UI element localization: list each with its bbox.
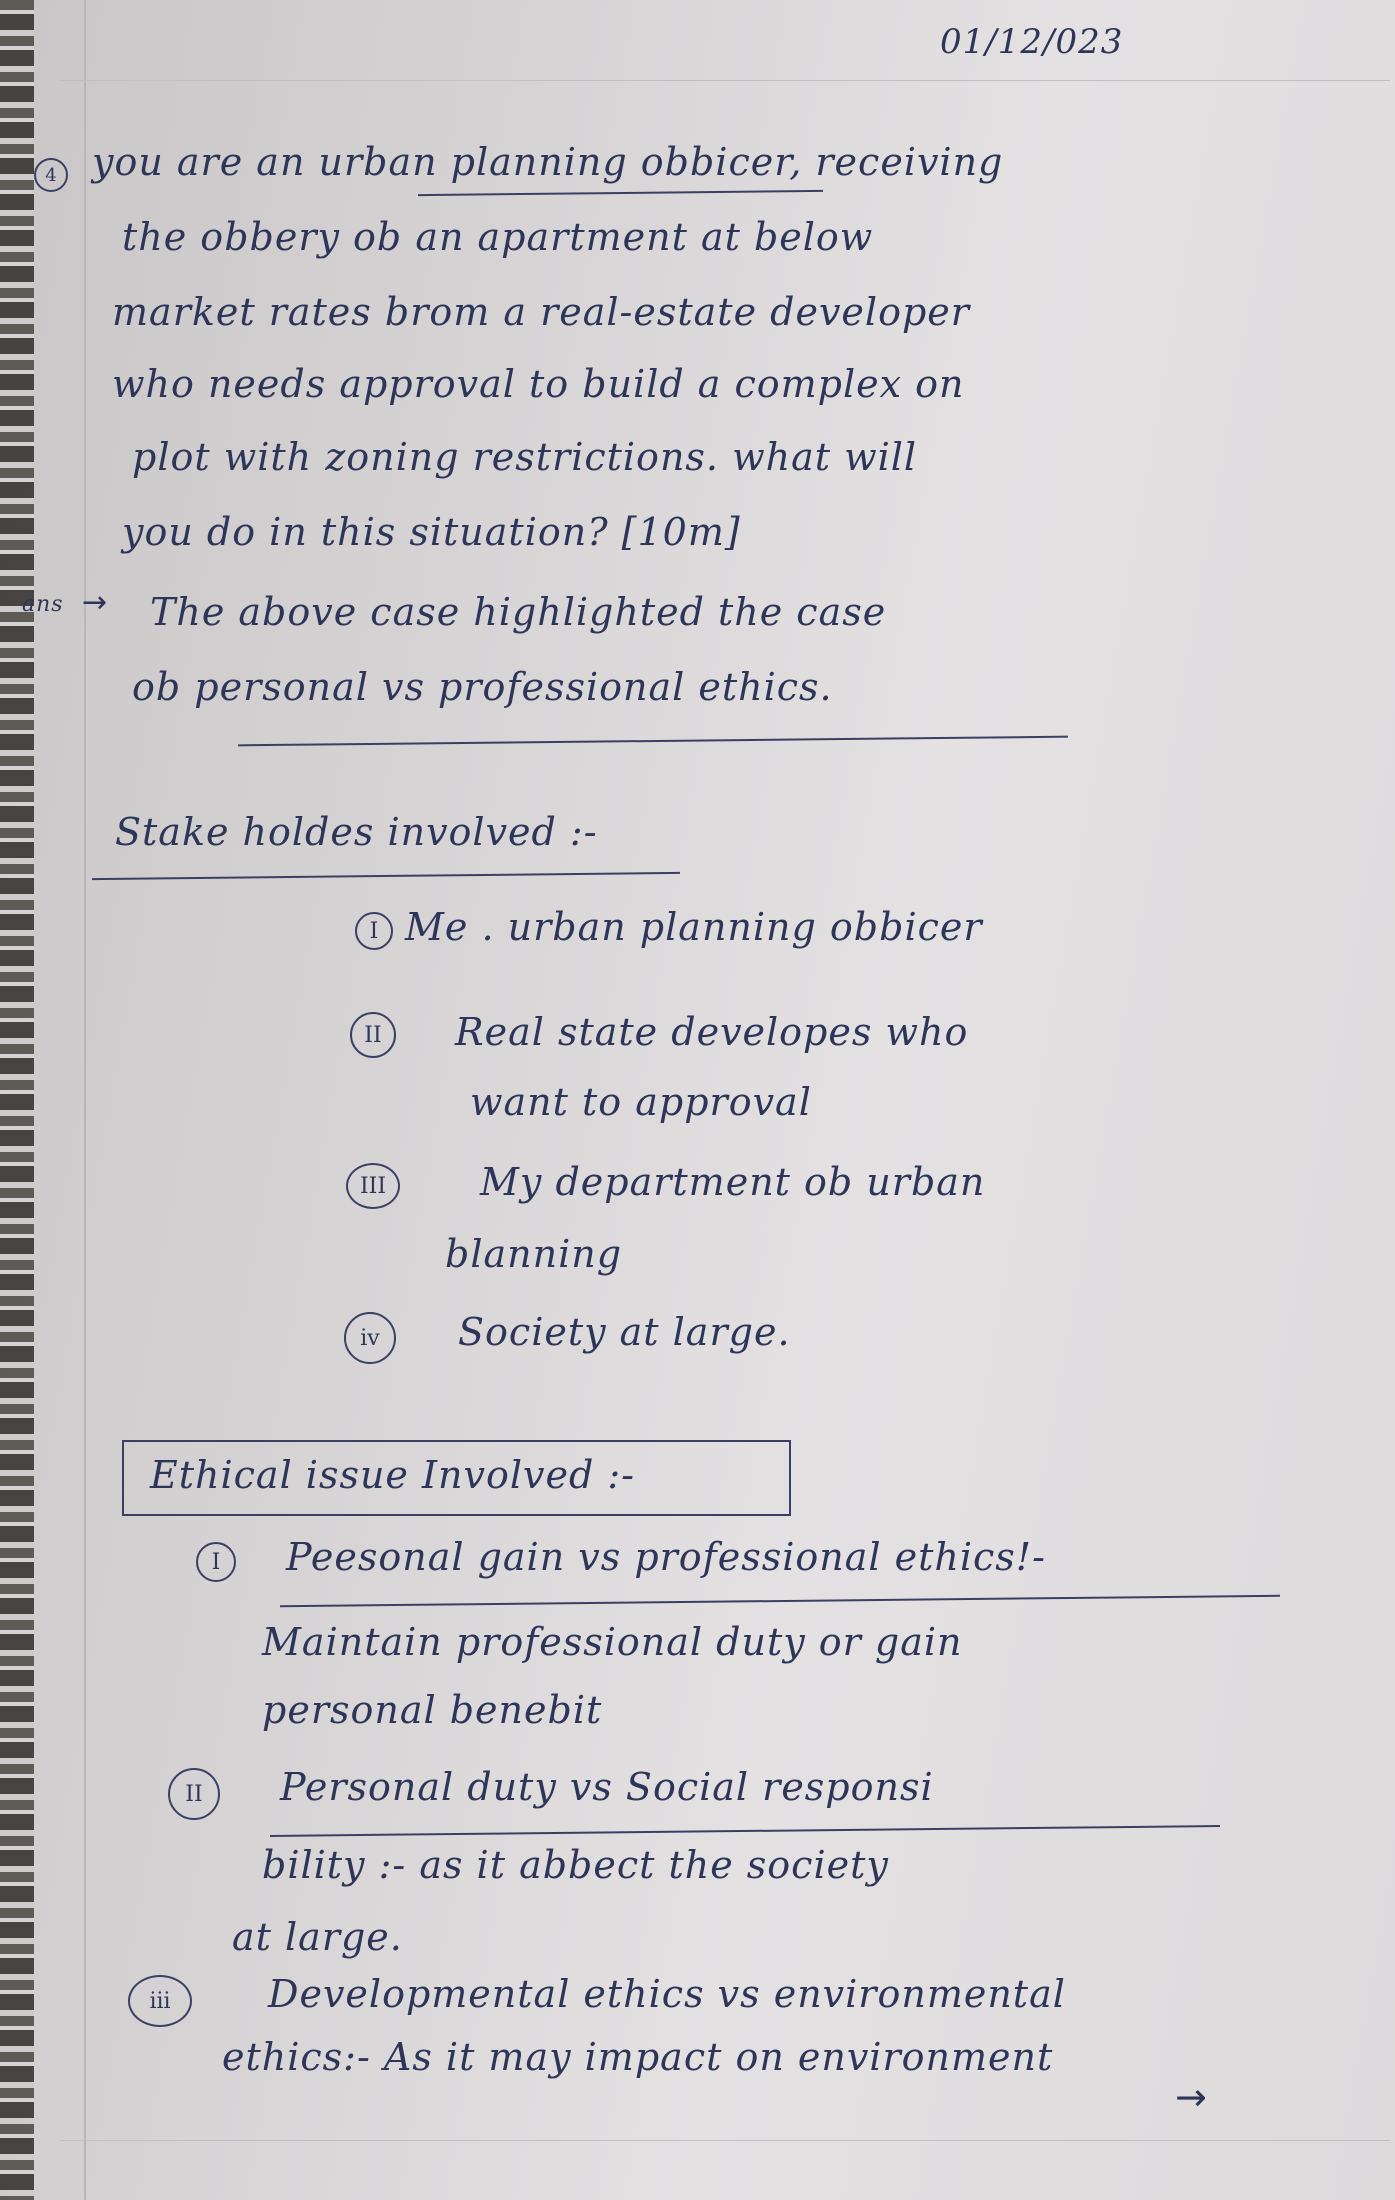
underline (238, 736, 1068, 747)
issue-line: Maintain professional duty or gain (262, 1620, 963, 1664)
issue-line: Peesonal gain vs professional ethics!- (286, 1535, 1046, 1579)
underline (280, 1595, 1280, 1607)
continue-arrow-icon: → (1175, 2075, 1207, 2119)
question-line: who needs approval to build a complex on (112, 362, 965, 406)
issue-line: Personal duty vs Social responsi (280, 1765, 934, 1809)
item-number: I (196, 1542, 236, 1582)
ethical-heading: Ethical issue Involved :- (150, 1453, 635, 1497)
issue-line: at large. (232, 1915, 403, 1959)
item-number: I (355, 912, 393, 950)
item-number: iv (344, 1312, 396, 1364)
stakeholder-line: blanning (445, 1232, 623, 1276)
ruled-line (60, 80, 1390, 81)
issue-line: personal benebit (262, 1688, 603, 1732)
question-line: the obbery ob an apartment at below (122, 215, 874, 259)
underline (92, 872, 680, 880)
arrow-icon: → (82, 585, 108, 620)
answer-line: ob personal vs professional ethics. (132, 665, 833, 709)
item-number: III (346, 1163, 400, 1209)
item-number: II (350, 1012, 396, 1058)
item-number: II (168, 1768, 220, 1820)
question-line: market rates brom a real-estate developer (112, 290, 970, 334)
margin-line (84, 0, 86, 2200)
stakeholder-line: Me . urban planning obbicer (405, 905, 983, 949)
stakeholder-line: Real state developes who (455, 1010, 969, 1054)
issue-line: ethics:- As it may impact on environment (222, 2035, 1054, 2079)
question-line: you do in this situation? [10m] (122, 510, 741, 554)
answer-marker: ans (22, 592, 64, 617)
stakeholders-heading: Stake holdes involved :- (115, 810, 598, 854)
stakeholder-line: want to approval (470, 1080, 812, 1124)
question-line: you are an urban planning obbicer, receiving (92, 140, 1004, 184)
underline (418, 190, 823, 196)
item-number: iii (128, 1975, 192, 2027)
question-line: plot with zoning restrictions. what will (132, 435, 918, 479)
stakeholder-line: Society at large. (458, 1310, 791, 1354)
issue-line: Developmental ethics vs environmental (268, 1972, 1066, 2016)
ruled-line (60, 2140, 1390, 2141)
underline (270, 1825, 1220, 1837)
spiral-binding (0, 0, 34, 2200)
question-number: 4 (34, 158, 68, 192)
date: 01/12/023 (940, 22, 1124, 62)
issue-line: bility :- as it abbect the society (262, 1843, 889, 1887)
stakeholder-line: My department ob urban (480, 1160, 986, 1204)
answer-line: The above case highlighted the case (150, 590, 887, 634)
